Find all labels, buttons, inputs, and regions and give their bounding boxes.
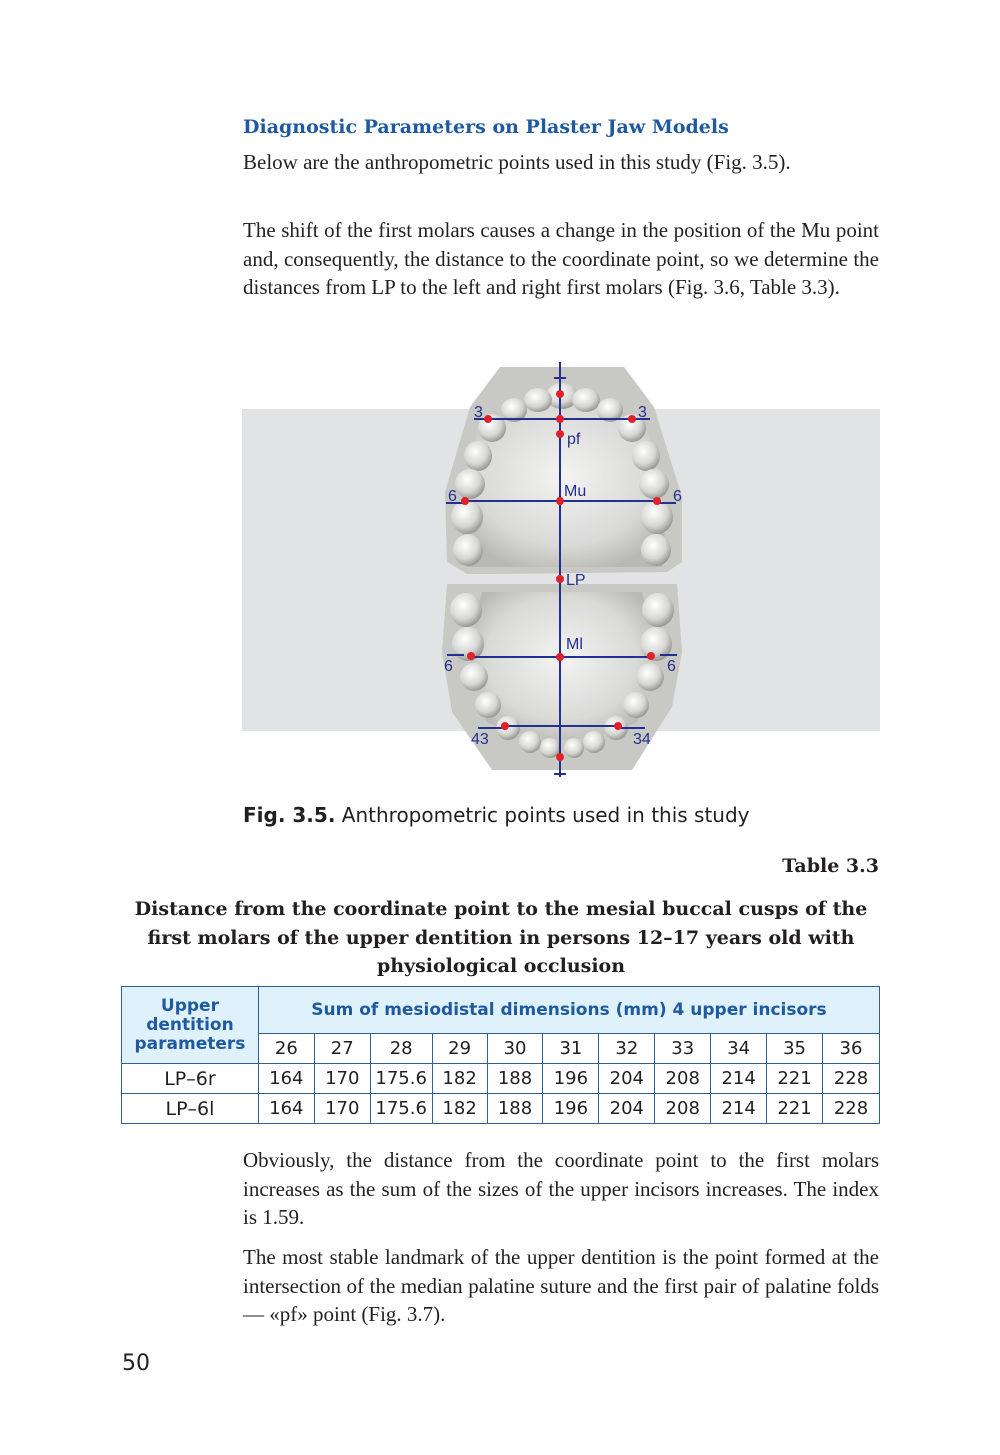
table-cell: 175.6: [370, 1064, 432, 1094]
row-name: LP–6l: [122, 1094, 259, 1124]
column-header: 34: [711, 1034, 767, 1064]
table-cell: 188: [487, 1064, 543, 1094]
column-header: 26: [258, 1034, 314, 1064]
column-group-header: Sum of mesiodistal dimensions (mm) 4 upper incisors: [258, 987, 879, 1034]
table-cell: 188: [487, 1094, 543, 1124]
label-34: 34: [633, 731, 651, 748]
table-cell: 208: [655, 1064, 711, 1094]
table-cell: 175.6: [370, 1094, 432, 1124]
table-row: [122, 1094, 880, 1124]
point-incisal-lower: [556, 753, 564, 761]
label-ml: Ml: [566, 636, 583, 653]
label-mu: Mu: [564, 483, 587, 500]
table-cell: 221: [767, 1094, 823, 1124]
table-cell: 208: [655, 1094, 711, 1124]
point-6-lower-right: [647, 652, 655, 660]
point-6-lower-left: [467, 652, 475, 660]
point-upper-midline: [556, 415, 564, 423]
table-cell: 221: [767, 1064, 823, 1094]
column-header: 31: [543, 1034, 599, 1064]
label-3-right: 3: [638, 404, 647, 421]
point-3-right: [628, 415, 636, 423]
column-header: 30: [487, 1034, 543, 1064]
figure-caption-text: Anthropometric points used in this study: [335, 803, 750, 827]
label-3-left: 3: [474, 404, 483, 421]
column-header: 29: [432, 1034, 487, 1064]
jaw-model-figure: [242, 362, 880, 782]
table-cell: 228: [823, 1094, 880, 1124]
column-header: 35: [767, 1034, 823, 1064]
page-number: 50: [122, 1351, 150, 1376]
label-43: 43: [471, 731, 489, 748]
lower-jaw-floor: [473, 592, 651, 740]
row-name: LP–6r: [122, 1064, 259, 1094]
figure-caption-number: Fig. 3.5.: [243, 803, 336, 827]
table-cell: 182: [432, 1094, 487, 1124]
label-pf: pf: [567, 431, 581, 448]
point-43: [501, 722, 509, 730]
column-header: 32: [599, 1034, 655, 1064]
column-header: 36: [823, 1034, 880, 1064]
point-6-upper-right: [653, 497, 661, 505]
point-pf: [556, 430, 564, 438]
label-6-lower-left: 6: [444, 658, 453, 675]
table-cell: 164: [258, 1094, 314, 1124]
table-cell: 170: [314, 1094, 370, 1124]
table-cell: 182: [432, 1064, 487, 1094]
point-34: [614, 722, 622, 730]
point-6-upper-left: [461, 497, 469, 505]
distance-table: [121, 986, 880, 1124]
point-mu: [556, 497, 564, 505]
table-cell: 164: [258, 1064, 314, 1094]
jaw-model-illustration: [242, 362, 880, 782]
table-cell: 204: [599, 1094, 655, 1124]
table-cell: 204: [599, 1064, 655, 1094]
table-cell: 170: [314, 1064, 370, 1094]
label-lp: LP: [566, 572, 586, 589]
paragraph-intro: Below are the anthropometric points used in this study (Fig. 3.5).: [243, 150, 791, 174]
label-6-lower-right: 6: [667, 658, 676, 675]
row-header-cell: Upper dentition parameters: [122, 987, 259, 1064]
table-cell: 196: [543, 1064, 599, 1094]
point-3-left: [484, 415, 492, 423]
column-header: 27: [314, 1034, 370, 1064]
column-header: 28: [370, 1034, 432, 1064]
paragraph-molar-shift: The shift of the first molars causes a change in the position of the Mu point and, consequently, the distance to the coordinate point, so we determine the distances from LP to the left and right first molars (Fig. 3.6, Table 3.3).: [243, 218, 879, 299]
label-6-upper-right: 6: [673, 488, 682, 505]
figure-caption: [243, 803, 750, 827]
label-6-upper-left: 6: [448, 488, 457, 505]
table-title: Distance from the coordinate point to the mesial buccal cusps of the first molars of the upper dentition in persons 12–17 years old with physiological occlusion: [134, 898, 868, 977]
table-cell: 196: [543, 1094, 599, 1124]
paragraph-index: Obviously, the distance from the coordinate point to the first molars increases as the sum of the sizes of the upper incisors increases. The index is 1.59.: [243, 1148, 879, 1229]
point-incisal-upper: [556, 390, 564, 398]
table-cell: 214: [711, 1094, 767, 1124]
point-lp: [556, 575, 564, 583]
table-row: [122, 1064, 880, 1094]
paragraph-landmark: The most stable landmark of the upper dentition is the point formed at the intersection of the median palatine suture and the first pair of palatine folds — «pf» point (Fig. 3.7).: [243, 1245, 879, 1326]
column-header: 33: [655, 1034, 711, 1064]
table-label: Table 3.3: [782, 855, 879, 877]
table-cell: 228: [823, 1064, 880, 1094]
point-ml: [556, 653, 564, 661]
table-cell: 214: [711, 1064, 767, 1094]
section-heading: Diagnostic Parameters on Plaster Jaw Models: [243, 116, 729, 138]
